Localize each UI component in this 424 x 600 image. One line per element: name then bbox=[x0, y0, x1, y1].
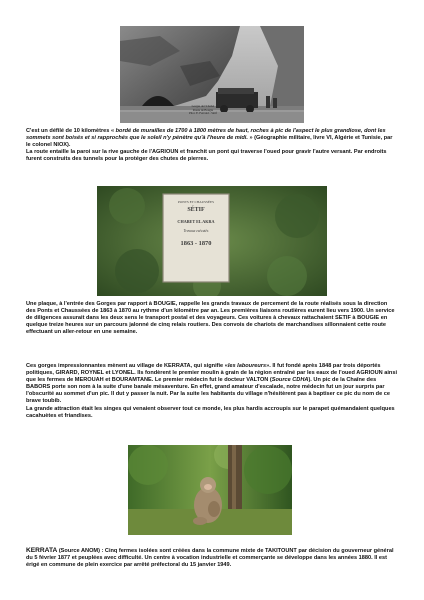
p3-part1: Ces gorges impressionnantes mènent au village de KERRATA, qui signifie « bbox=[26, 363, 228, 369]
plaque-line-5: 1863 - 1870 bbox=[180, 240, 212, 247]
plaque-photo bbox=[97, 186, 327, 296]
paragraph-kerrata-village bbox=[26, 363, 398, 420]
plaque-line-1: PONTS ET CHAUSSÉES bbox=[178, 200, 214, 204]
paragraph-kerrata-anom bbox=[26, 547, 398, 569]
p4-source: (Source ANOM) bbox=[57, 548, 100, 554]
tunnel-caption-3: Phot. E. Ferrand - Sétif bbox=[189, 111, 217, 116]
tunnel-caption-2: Route de Bougie bbox=[192, 107, 214, 112]
p3-part2: ». Il fut fondé après 1848 par trois déportés politiques, GIRARD, ROYNEL et LYONEL. Ils fondèrent le premier moulin à grain de la région entraîné par les eaux de l'oued AGRIOUN ainsi que les fermes de MEROUAH et BOURAMTANE. Le premier médecin fut le docteur VALTON ( bbox=[26, 363, 398, 384]
plaque-line-4: Travaux exécutés bbox=[183, 229, 209, 233]
p1-quote: bordé de murailles de 1700 à 1800 mètres de haut, roches à pic de l'aspect le plus grandiose, dont les sommets sont boisés et si rapprochés que le soleil n'y pénètre qu'à l'heure de midi. bbox=[26, 128, 386, 142]
gorge-tunnel-photo bbox=[120, 26, 304, 123]
plaque-line-3: CHABET EL AKRA bbox=[177, 219, 215, 224]
p4-text: : Cinq fermes isolées sont créées dans la commune mixte de TAKITOUNT par décision du gouverneur général du 5 février 1877 et peuplées avec difficulté. Un centre à vocation industrielle et commerçante se développe dans les années 1880. Il est érigé en commune de plein exercice par arrêté préfectoral du 15 janvier 1949. bbox=[26, 548, 394, 569]
p4-heading: KERRATA bbox=[26, 547, 58, 554]
p1-tail: » (Géographie militaire, livre VI, Algérie et Tunisie, par le colonel NIOX). bbox=[26, 135, 393, 149]
p3-part3: ). Un pic de la Chaîne des BABORS porte son nom à la suite d'une banale mésaventure. En effet, grand amateur d'escalade, notre médecin fut un jour surpris par l'obscurité au sommet d'un pic. Il dut y passer la nuit. Par la suite les habitants du village n'hésitèrent pas à baptiser ce pic du nom de ce brave toubib. bbox=[26, 377, 390, 405]
plaque-line-2: SÉTIF bbox=[187, 207, 205, 213]
tunnel-caption-1: Gorges de l'Chabet bbox=[191, 104, 215, 108]
p1-lead: C'est un défilé de 10 kilomètres « bbox=[26, 128, 116, 134]
paragraph-plaque bbox=[26, 301, 398, 336]
p3-source: Source CDHA bbox=[271, 377, 309, 384]
p2-text: Une plaque, à l'entrée des Gorges par rapport à BOUGIE, rappelle les grands travaux de percement de la route réalisés sous la direction des Ponts et Chaussées de 1863 à 1870 au rythme d'un kilomètre par an. Les premières liaisons routières eurent lieu vers 1900. Un service de diligences assurait dans les deux sens le transport postal et des voyageurs. Ces voitures à chevaux rattachaient SETIF à BOUGIE en quelque treize heures sur un parcours jalonné de cinq relais routiers. Des convois de chariots de marchandises sillonnaient cette route effectuant un aller-retour en une semaine. bbox=[26, 301, 395, 336]
monkey-photo bbox=[128, 445, 292, 535]
p1-line2: La route entaille la paroi sur la rive gauche de l'AGRIOUN et franchit un pont qui traverse l'oued pour gravir l'autre versant. Par endroits furent construits des tunnels pour la protéger des chutes de pierres. bbox=[26, 149, 387, 163]
paragraph-defile bbox=[26, 128, 398, 163]
p3-quote: les laboureurs bbox=[227, 363, 267, 369]
p3-line2: La grande attraction était les singes qui venaient observer tout ce monde, les plus hardis accroupis sur le parapet quémandaient quelques cacahuètes et friandises. bbox=[26, 405, 395, 419]
